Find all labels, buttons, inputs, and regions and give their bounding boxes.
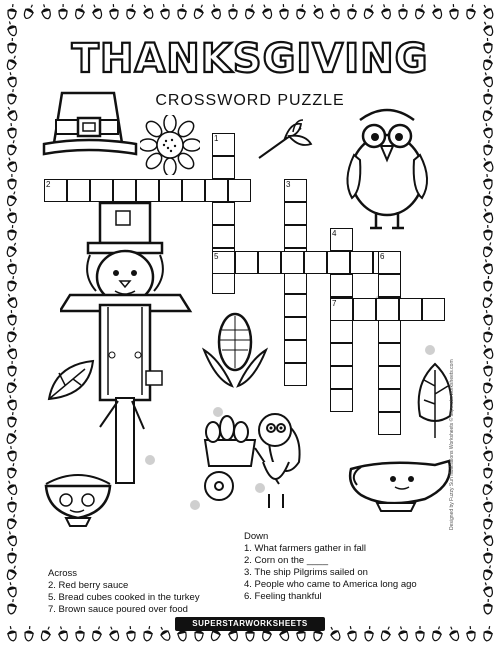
crossword-cell[interactable] <box>327 251 350 274</box>
crossword-cell[interactable] <box>284 225 307 248</box>
across-clue: 7. Brown sauce poured over food <box>48 604 188 615</box>
crossword-cell[interactable] <box>284 340 307 363</box>
crossword-cell[interactable] <box>205 179 228 202</box>
down-clue: 6. Feeling thankful <box>244 591 322 602</box>
across-clue: 5. Bread cubes cooked in the turkey <box>48 592 200 603</box>
down-clue: 1. What farmers gather in fall <box>244 543 366 554</box>
crossword-cell[interactable] <box>378 320 401 343</box>
down-clue: 4. People who came to America long ago <box>244 579 417 590</box>
clue-number: 2 <box>46 180 51 189</box>
crossword-cell[interactable] <box>284 294 307 317</box>
page-title: THANKSGIVING <box>71 36 429 82</box>
crossword-cell[interactable] <box>228 179 251 202</box>
crossword-cell[interactable] <box>90 179 113 202</box>
crossword-cell[interactable] <box>258 251 281 274</box>
footer-banner: SUPERSTARWORKSHEETS <box>175 617 325 631</box>
crossword-cell[interactable] <box>330 389 353 412</box>
clue-number: 6 <box>380 252 385 261</box>
crossword-cell[interactable] <box>378 412 401 435</box>
crossword-cell[interactable] <box>212 271 235 294</box>
down-clues <box>244 531 464 603</box>
crossword-cell[interactable] <box>159 179 182 202</box>
crossword-cell[interactable] <box>284 317 307 340</box>
crossword-cell[interactable] <box>330 366 353 389</box>
crossword-cell[interactable] <box>378 389 401 412</box>
crossword-cell[interactable] <box>330 274 353 297</box>
crossword-cell[interactable] <box>284 202 307 225</box>
crossword-cell[interactable] <box>330 343 353 366</box>
crossword-cell[interactable] <box>378 343 401 366</box>
crossword-cell[interactable] <box>353 298 376 321</box>
crossword-cell[interactable] <box>376 298 399 321</box>
crossword-cell[interactable] <box>350 251 373 274</box>
crossword-cell[interactable] <box>399 298 422 321</box>
down-heading: Down <box>244 531 269 542</box>
crossword-cell[interactable] <box>304 251 327 274</box>
crossword-cell[interactable] <box>67 179 90 202</box>
crossword-cell[interactable] <box>422 298 445 321</box>
crossword-cell[interactable] <box>113 179 136 202</box>
crossword-cell[interactable] <box>330 320 353 343</box>
clue-number: 1 <box>214 134 219 143</box>
crossword-cell[interactable] <box>212 156 235 179</box>
down-clue: 3. The ship Pilgrims sailed on <box>244 567 368 578</box>
crossword-cell[interactable] <box>281 251 304 274</box>
crossword-cell[interactable] <box>378 366 401 389</box>
crossword-cell[interactable] <box>182 179 205 202</box>
page-subtitle: CROSSWORD PUZZLE <box>155 92 345 109</box>
down-clue: 2. Corn on the ____ <box>244 555 328 566</box>
across-clues <box>48 568 258 616</box>
across-clue: 2. Red berry sauce <box>48 580 129 591</box>
crossword-cell[interactable] <box>284 363 307 386</box>
crossword-cell[interactable] <box>284 271 307 294</box>
side-credit: Designed by Fuzzy Sun Illustrations Worksheets © superstarworksheets.com <box>449 359 455 530</box>
clue-number: 5 <box>214 252 219 261</box>
clue-number: 7 <box>332 299 337 308</box>
clue-number: 3 <box>286 180 291 189</box>
crossword-cell[interactable] <box>136 179 159 202</box>
crossword-cell[interactable] <box>212 202 235 225</box>
crossword-cell[interactable] <box>235 251 258 274</box>
clue-number: 4 <box>332 229 337 238</box>
across-heading: Across <box>48 568 78 579</box>
crossword-cell[interactable] <box>212 225 235 248</box>
crossword-cell[interactable] <box>378 274 401 297</box>
